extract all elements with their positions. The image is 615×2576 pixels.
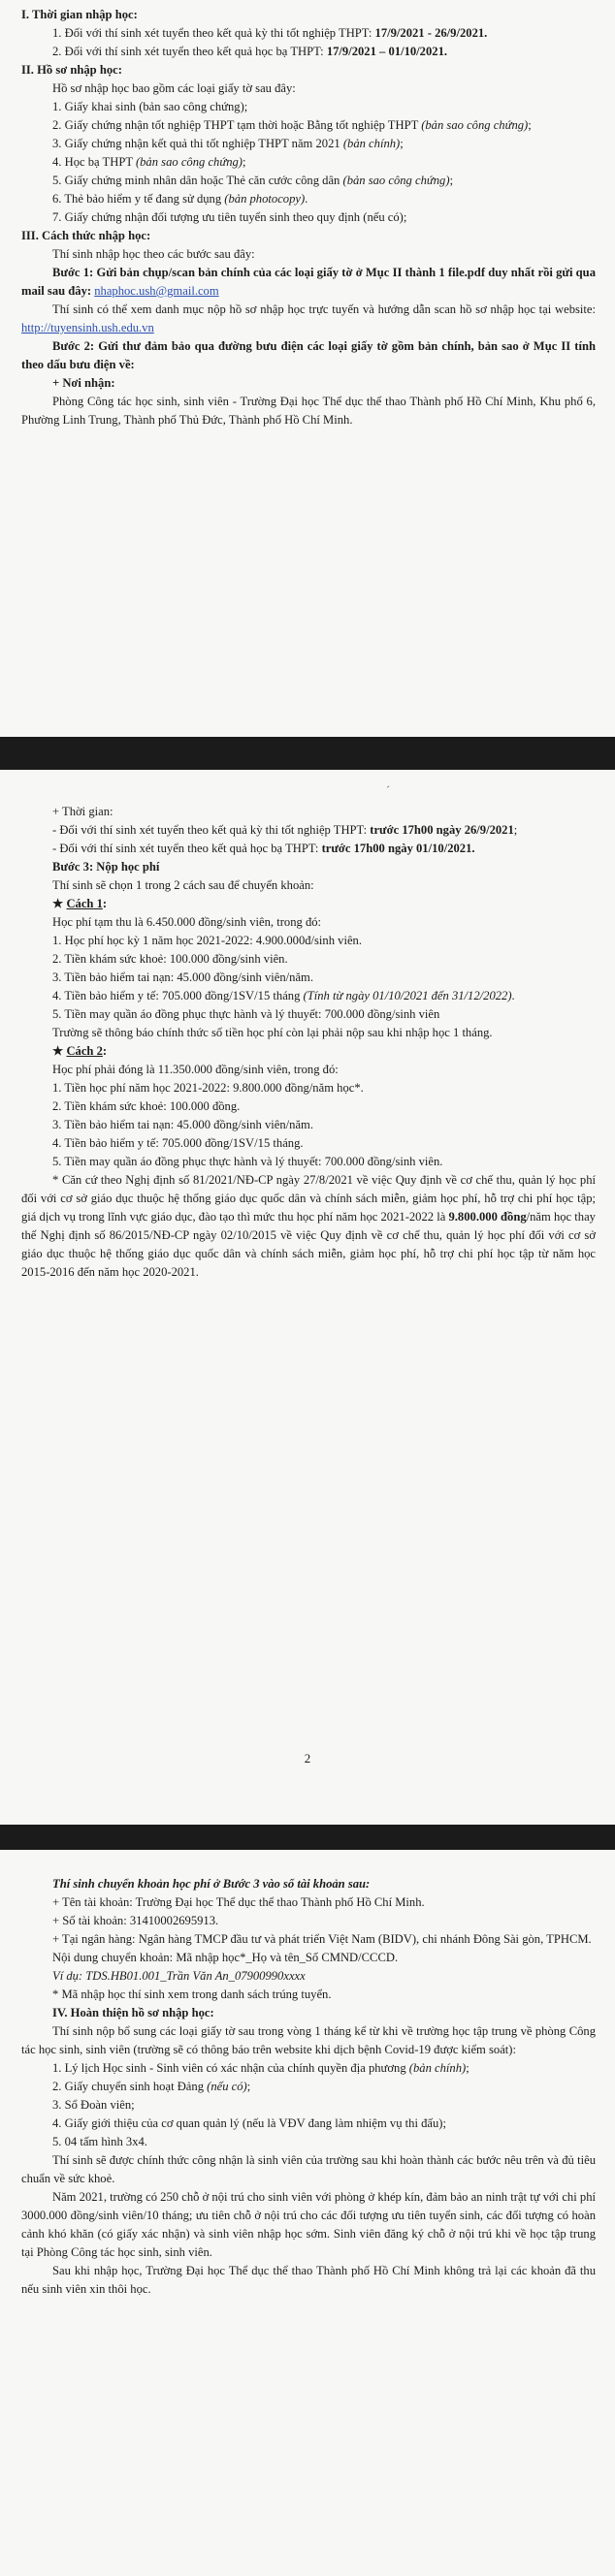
- paragraph: [21, 1134, 596, 1153]
- text-run: (nếu có): [207, 2080, 247, 2093]
- paragraph: [21, 208, 596, 227]
- text-run: * Căn cứ theo Nghị định số 81/2021/NĐ-CP ngày 27/8/2021 về việc Quy định về cơ chế thu, quản lý học phí đối với cơ sở giáo dục thuộc hệ thống giáo dục quốc dân và chính sách miễn, giảm học phí, hỗ trợ chi phí học tập; giá dịch vụ trong lĩnh vực giáo dục, đào tạo thì mức thu học phí năm học 2021-2022 là: [21, 1173, 596, 1224]
- paragraph: [21, 301, 596, 337]
- paragraph: [21, 2022, 596, 2059]
- paragraph: [21, 1005, 596, 1024]
- text-run: ;: [466, 2061, 469, 2075]
- text-run: Phòng Công tác học sinh, sinh viên - Trường Đại học Thể dục thể thao Thành phố Hồ Chí Minh, Khu phố 6, Phường Linh Trung, Thành phố Thủ Đức, Thành phố Hồ Chí Minh.: [21, 395, 596, 427]
- paragraph: [21, 1171, 596, 1282]
- text-run: + Thời gian:: [52, 805, 113, 818]
- paragraph: [21, 172, 596, 190]
- text-run: (bản sao công chứng): [135, 155, 243, 169]
- text-run: 4. Tiền bảo hiểm y tế: 705.000 đồng/1SV/15 tháng.: [52, 1136, 304, 1150]
- text-run: 17/9/2021 - 26/9/2021.: [374, 26, 488, 40]
- text-run: Học phí tạm thu là 6.450.000 đồng/sinh viên, trong đó:: [52, 915, 322, 929]
- page2-top-gap: [21, 776, 596, 803]
- text-run: (Tính từ ngày 01/10/2021 đến 31/12/2022): [303, 989, 512, 1002]
- link-text[interactable]: http://tuyensinh.ush.edu.vn: [21, 321, 154, 334]
- text-run: Bước 3: Nộp học phí: [52, 860, 160, 874]
- text-run: 5. 04 tấm hình 3x4.: [52, 2135, 147, 2148]
- text-run: 2. Tiền khám sức khoẻ: 100.000 đồng/sinh viên.: [52, 952, 288, 966]
- text-run: I. Thời gian nhập học:: [21, 8, 138, 21]
- paragraph: [21, 803, 596, 821]
- text-run: .: [305, 192, 308, 206]
- document-page-1: [0, 0, 615, 737]
- text-run: 3. Tiền bảo hiểm tai nạn: 45.000 đồng/sinh viên/năm.: [52, 1118, 314, 1131]
- text-run: Trường sẽ thông báo chính thức số tiền học phí còn lại phải nộp sau khi nhập học 1 tháng.: [52, 1026, 493, 1039]
- text-run: 1. Lý lịch Học sinh - Sinh viên có xác nhận của chính quyền địa phương: [52, 2061, 409, 2075]
- text-run: ★: [52, 1044, 67, 1058]
- text-run: + Số tài khoản: 31410002695913.: [52, 1914, 219, 1927]
- text-run: 3. Sổ Đoàn viên;: [52, 2098, 135, 2112]
- paragraph: [21, 1893, 596, 1912]
- page-number: 2: [304, 1751, 311, 1765]
- paragraph: [21, 1079, 596, 1097]
- text-run: Bước 1: Gửi bản chụp/scan bản chính của các loại giấy tờ ở Mục II thành 1 file.pdf duy nhất rồi gửi qua mail sau đây:: [21, 266, 596, 298]
- text-run: 2. Tiền khám sức khoẻ: 100.000 đồng.: [52, 1099, 241, 1113]
- text-run: Cách 1: [66, 897, 103, 910]
- text-run: - Đối với thí sinh xét tuyển theo kết quả kỳ thi tốt nghiệp THPT:: [52, 823, 371, 837]
- text-run: 5. Tiền may quần áo đồng phục thực hành và lý thuyết: 700.000 đồng/sinh viên: [52, 1007, 440, 1021]
- paragraph: [21, 969, 596, 987]
- text-run: ;: [246, 2080, 251, 2093]
- paragraph: [21, 2059, 596, 2078]
- text-run: 5. Tiền may quần áo đồng phục thực hành và lý thuyết: 700.000 đồng/sinh viên.: [52, 1155, 443, 1168]
- text-run: ;: [528, 118, 532, 132]
- text-run: II. Hồ sơ nhập học:: [21, 63, 122, 77]
- paragraph: [21, 6, 596, 24]
- paragraph: [21, 1930, 596, 1949]
- text-run: Cách 2: [66, 1044, 103, 1058]
- text-run: 3. Tiền bảo hiểm tai nạn: 45.000 đồng/sinh viên/năm.: [52, 970, 314, 984]
- document-page-3: [0, 1850, 615, 2576]
- text-run: ;: [513, 823, 518, 837]
- text-run: Thí sinh sẽ chọn 1 trong 2 cách sau để chuyển khoản:: [52, 878, 314, 892]
- paragraph: [21, 1042, 596, 1061]
- paragraph: [21, 858, 596, 876]
- text-run: Thí sinh sẽ được chính thức công nhận là sinh viên của trường sau khi hoàn thành các bước nêu trên và đủ tiêu chuẩn về sức khoẻ.: [21, 2153, 596, 2185]
- text-run: Hồ sơ nhập học bao gồm các loại giấy tờ sau đây:: [52, 81, 296, 95]
- text-run: :: [102, 897, 108, 910]
- text-run: trước 17h00 ngày 26/9/2021: [370, 823, 514, 837]
- paragraph: [21, 80, 596, 98]
- text-run: 7. Giấy chứng nhận đối tượng ưu tiên tuyển sinh theo quy định (nếu có);: [52, 210, 407, 224]
- paragraph: [21, 2188, 596, 2262]
- text-run: IV. Hoàn thiện hồ sơ nhập học:: [52, 2006, 214, 2019]
- paragraph: [21, 24, 596, 43]
- text-run: :: [102, 1044, 108, 1058]
- text-run: Thí sinh nhập học theo các bước sau đây:: [52, 247, 255, 261]
- text-run: 1. Tiền học phí năm học 2021-2022: 9.800.000 đồng/năm học*.: [52, 1081, 364, 1095]
- text-run: (bản chính): [408, 2061, 467, 2075]
- paragraph: [21, 987, 596, 1005]
- text-run: (bản sao công chứng): [342, 174, 450, 187]
- paragraph: [21, 1912, 596, 1930]
- text-run: Thí sinh chuyển khoản học phí ở Bước 3 vào số tài khoản sau:: [52, 1877, 371, 1891]
- text-run: Sau khi nhập học, Trường Đại học Thể dục thể thao Thành phố Hồ Chí Minh không trả lại các khoản đã thu nếu sinh viên xin thôi học.: [21, 2264, 596, 2296]
- text-run: ;: [449, 174, 454, 187]
- paragraph: [21, 950, 596, 969]
- paragraph: [21, 43, 596, 61]
- text-run: - Đối với thí sinh xét tuyển theo kết quả học bạ THPT:: [52, 842, 322, 855]
- paragraph: [21, 821, 596, 840]
- paragraph: [21, 153, 596, 172]
- page3-body: [21, 1875, 596, 2299]
- paragraph: [21, 2262, 596, 2299]
- text-run: trước 17h00 ngày 01/10/2021.: [321, 842, 475, 855]
- text-run: ★: [52, 897, 67, 910]
- scan-mark: ˊ: [386, 783, 390, 797]
- text-run: 3. Giấy chứng nhận kết quả thi tốt nghiệp THPT năm 2021: [52, 137, 343, 150]
- paragraph: [21, 1949, 596, 1967]
- paragraph: [21, 393, 596, 429]
- text-run: (bản photocopy): [224, 192, 306, 206]
- paragraph: [21, 876, 596, 895]
- text-run: Thí sinh nộp bổ sung các loại giấy tờ sau trong vòng 1 tháng kể từ khi về trường học tập trung về phòng Công tác học sinh, sinh viên (trường sẽ có thông báo trên website khi dịch bệnh Covid-19 được kiểm soát):: [21, 2024, 596, 2056]
- paragraph: [21, 135, 596, 153]
- text-run: 4. Học bạ THPT: [52, 155, 136, 169]
- text-run: 17/9/2021 – 01/10/2021.: [326, 45, 448, 58]
- text-run: 2. Giấy chuyển sinh hoạt Đảng: [52, 2080, 208, 2093]
- text-run: Thí sinh có thể xem danh mục nộp hồ sơ nhập học trực tuyến và hướng dẫn scan hồ sơ nhập học tại website:: [52, 302, 596, 316]
- paragraph: [21, 2151, 596, 2188]
- text-run: 2. Giấy chứng nhận tốt nghiệp THPT tạm thời hoặc Bằng tốt nghiệp THPT: [52, 118, 422, 132]
- paragraph: [21, 227, 596, 245]
- paragraph: [21, 2078, 596, 2096]
- paragraph: [21, 264, 596, 301]
- link-text[interactable]: nhaphoc.ush@gmail.com: [94, 284, 219, 298]
- text-run: 4. Giấy giới thiệu của cơ quan quản lý (nếu là VĐV đang làm nhiệm vụ thi đấu);: [52, 2116, 446, 2130]
- paragraph: [21, 245, 596, 264]
- text-run: Học phí phải đóng là 11.350.000 đồng/sinh viên, trong đó:: [52, 1063, 339, 1076]
- text-run: + Tại ngân hàng: Ngân hàng TMCP đầu tư và phát triển Việt Nam (BIDV), chi nhánh Đông Sài gòn, TPHCM.: [52, 1932, 592, 1946]
- text-run: .: [511, 989, 515, 1002]
- paragraph: [21, 1153, 596, 1171]
- paragraph: [21, 932, 596, 950]
- text-run: Năm 2021, trường có 250 chỗ ở nội trú cho sinh viên với phòng ở khép kín, đảm bảo an ninh trật tự với chi phí 3000.000 đồng/sinh viên/10 tháng; ưu tiên chỗ ở nội trú cho các đối tượng ưu tiên tuyển sinh, các đối tượng có hoàn cảnh khó khăn (có giấy xác nhận) và sinh viên nhập học sớm. Sinh viên đăng ký chỗ ở nội trú khi về học tập trung tại Phòng Công tác học sinh, sinh viên.: [21, 2190, 596, 2259]
- paragraph: [21, 1024, 596, 1042]
- text-run: + Nơi nhận:: [52, 376, 115, 390]
- text-run: /năm học thay thế Nghị định số 86/2015/NĐ-CP ngày 02/10/2015 về việc Quy định về cơ chế thu, quản lý học phí đối với cơ sở giáo dục thuộc hệ thống giáo dục quốc dân và chính sách miễn, giảm học phí, hỗ trợ chi phí học tập từ năm học 2015-2016 đến năm học 2020-2021.: [21, 1210, 596, 1279]
- paragraph: [21, 374, 596, 393]
- paragraph: [21, 913, 596, 932]
- text-run: Nội dung chuyển khoản: Mã nhập học*_Họ và tên_Số CMND/CCCD.: [52, 1951, 399, 1964]
- text-run: 6. Thẻ bảo hiểm y tế đang sử dụng: [52, 192, 225, 206]
- paragraph: [21, 840, 596, 858]
- paragraph: [21, 2096, 596, 2115]
- text-run: ;: [400, 137, 404, 150]
- paragraph: [21, 1986, 596, 2004]
- paragraph: [21, 2133, 596, 2151]
- text-run: 5. Giấy chứng minh nhân dân hoặc Thẻ căn cước công dân: [52, 174, 343, 187]
- text-run: 1. Giấy khai sinh (bản sao công chứng);: [52, 100, 248, 113]
- text-run: 1. Học phí học kỳ 1 năm học 2021-2022: 4.900.000đ/sinh viên.: [52, 934, 363, 947]
- paragraph: [21, 895, 596, 913]
- paragraph: [21, 1967, 596, 1986]
- text-run: III. Cách thức nhập học:: [21, 229, 151, 242]
- paragraph: [21, 1875, 596, 1893]
- text-run: 1. Đối với thí sinh xét tuyển theo kết quả kỳ thi tốt nghiệp THPT:: [52, 26, 375, 40]
- text-run: (bản sao công chứng): [421, 118, 529, 132]
- paragraph: [21, 190, 596, 208]
- paragraph: [21, 2004, 596, 2022]
- paragraph: [21, 1061, 596, 1079]
- page3-top-gap: [21, 1856, 596, 1875]
- paragraph: [21, 1097, 596, 1116]
- paragraph: [21, 1116, 596, 1134]
- text-run: Bước 2: Gửi thư đảm bảo qua đường bưu điện các loại giấy tờ gồm bản chính, bản sao ở Mục II tính theo dấu bưu điện về:: [21, 339, 596, 371]
- paragraph: [21, 61, 596, 80]
- paragraph: [21, 116, 596, 135]
- document-page-2: [0, 770, 615, 1825]
- page1-body: [21, 6, 596, 429]
- text-run: 4. Tiền bảo hiểm y tế: 705.000 đồng/1SV/15 tháng: [52, 989, 304, 1002]
- text-run: 2. Đối với thí sinh xét tuyển theo kết quả học bạ THPT:: [52, 45, 327, 58]
- text-run: ;: [243, 155, 246, 169]
- text-run: Ví dụ: TDS.HB01.001_Trần Văn An_07900990xxxx: [52, 1969, 306, 1983]
- paragraph: [21, 98, 596, 116]
- paragraph: [21, 2115, 596, 2133]
- text-run: * Mã nhập học thí sinh xem trong danh sách trúng tuyển.: [52, 1988, 332, 2001]
- text-run: + Tên tài khoản: Trường Đại học Thể dục thể thao Thành phố Hồ Chí Minh.: [52, 1895, 425, 1909]
- page2-body: [21, 803, 596, 1282]
- paragraph: [21, 337, 596, 374]
- text-run: (bản chính): [342, 137, 401, 150]
- text-run: 9.800.000 đồng: [448, 1210, 527, 1224]
